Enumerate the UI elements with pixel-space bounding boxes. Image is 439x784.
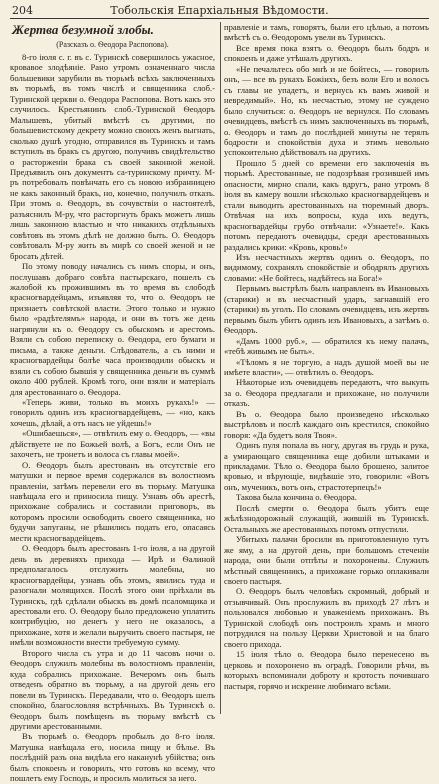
column-divider xyxy=(220,22,221,714)
paragraph: Первымъ выстрѣлъ былъ направленъ въ Ивановыхъ (старики) и въ несчастный ударъ, загнавшій его (старики) въ уголъ. По словамъ очевидцевъ, изъ жертвъ первымъ былъ убитъ одинъ изъ Ивановыхъ, а затѣмъ о. Ѳеодоръ. xyxy=(224,283,429,336)
paragraph: 8-го іюля с. г. въ с. Туринскѣ совершилось ужасное, кровавое злодѣяніе. Рано утромъ означеннаго числа большевики зарубили въ тюрьмѣ всѣхъ заключенныхъ въ тюрьмѣ, въ томъ числѣ и священника слоб.-Туринской церкви о. Ѳеодора Распопова. Вотъ какъ это случилось. Крестьянинъ слоб.-Туринской Ѳеодоръ Малышевъ, убитый вмѣстѣ съ другими, по большевистскому декрету можно своихъ женъ выгнать, сколько душѣ угодно, отправился въ Туринскъ и тамъ вступилъ въ бракъ съ другою, получивъ свидѣтельство о расторженіи брака съ своей законной женой. Предъявилъ онъ документъ са-туринскому причту. М-ръ потребовалъ повѣнчать его съ новою избранницею не какъ законный бракъ, но, конечно, получилъ отказъ. При этомъ о. Ѳеодоръ, въ сочувствіи о настоятелѣ, разъяснилъ М-ру, что расторгнуть бракъ можетъ лишь лишь законною властью и что никакихъ отдѣльныхъ совѣтовъ въ этомъ дѣлѣ не должно быть. О. Ѳеодоръ совѣтовалъ М-ру жить въ мирѣ со своей женой и не бросать дѣтей. xyxy=(10,52,215,261)
paragraph: Одинъ пуля попала въ ногу, другая въ грудь и рука, а умирающаго священника еще добили штыками и прикладами. Тѣло о. Ѳеодора было брошено, залитое кровью, и вѣрующіе, видѣвшіе это, говорили: «Вотъ онъ, мученикъ, вотъ онъ, страстотерпецъ!» xyxy=(224,440,429,492)
paragraph: Въ о. Ѳеодора было произведено нѣсколько выстрѣловъ и послѣ каждаго онъ крестился, спокойно говоря: «Да будетъ воля Твоя». xyxy=(224,408,429,440)
paragraph: Убитыхъ палачи бросили въ приготовленную тутъ же яму, а на другой день, при большомъ стеченіи народа, они были отпѣты и похоронены. Служилъ мѣстный священникъ, а прихожане горько оплакивали своего пастыря. xyxy=(224,534,429,587)
page-number: 204 xyxy=(12,4,33,17)
paragraph: 15 іюля тѣло о. Ѳеодора было перенесено въ церковь и похоронено въ оградѣ. Говорили рѣчи, въ которыхъ вспоминали доброту и кротость почившаго пастыря, горячо и искренне любимаго всѣми. xyxy=(224,649,429,691)
paragraph: Послѣ смерти о. Ѳеодора былъ убитъ еще жѣлѣзнодорожный служащій, жившій въ Туринскѣ. Остальныхъ же арестованныхъ потомъ отпустили. xyxy=(224,502,429,534)
paragraph: О. Ѳеодоръ былъ человѣкъ скромный, добрый и отзывчивый. Онъ прослужилъ въ приходѣ 27 лѣтъ и пользовался любовью и уваженіемъ прихожанъ. Въ Туринской слободѣ онъ построилъ храмъ и много потрудился на пользу Церкви Христовой и на благо своего прихода. xyxy=(224,586,429,649)
article-subtitle: (Разсказъ о. Ѳеодора Распопова). xyxy=(56,40,169,49)
paragraph: Въ тюрьмѣ о. Ѳеодоръ пробылъ до 8-го іюля. Матушка навѣщала его, носила пищу и бѣлье. Въ послѣдній разъ она видѣла его наканунѣ убійства; онъ былъ спокоенъ и говорилъ, что готовъ ко всему, что пошлетъ ему Господь, и просилъ молиться за него. xyxy=(10,731,215,784)
running-header xyxy=(10,4,429,19)
quote: «Дамъ 1000 руб.», — обратился къ нему палачъ, «тебѣ живымъ не быть». xyxy=(224,335,429,357)
paragraph: «Не печальтесь обо мнѣ и не бойтесь, — говорилъ онъ, — все въ рукахъ Божіихъ, безъ воли Его и волосъ съ главы не упадетъ, и вернусь къ вамъ живой и невредимый». Но, къ несчастью, этому не суждено было случиться: о. Ѳеодоръ не вернулся. По словамъ очевидцевъ, вмѣстѣ съ нимъ заключенныхъ въ тюрьмѣ, о. Ѳеодоръ и тамъ до послѣдней минуты не терялъ бодрости и спокойствія духа и этимъ невольно успокоительно дѣйствовалъ на другихъ. xyxy=(224,63,429,158)
paragraph: Второго числа съ утра и до 11 часовъ ночи о. Ѳеодоръ служилъ молебны въ волостномъ правленіи, куда собрались прихожане. Вечеромъ онъ былъ отведенъ обратно въ тюрьму, а на другой день его повели въ Туринскъ. Передавали, что о. Ѳеодоръ шелъ спокойно, благословляя встрѣчныхъ. Въ Туринскѣ о. Ѳеодоръ былъ помѣщенъ въ тюрьму вмѣстѣ съ другими арестованными. xyxy=(10,647,215,731)
paragraph: Прошло 5 дней со времени его заключенія въ тюрьмѣ. Арестованные, не подозрѣвая грозившей имъ опасности, мирно спали, какъ вдругъ, рано утромъ 8 іюля въ камеру вошли нѣсколько красногвардейцевъ и стали выводить арестованныхъ на тюремный дворъ. Отвѣчая на ихъ вопросы, куда ихъ ведутъ, красногвардейцы грубо отвѣчали: «Узнаете!». Какъ потомъ передаютъ очевидцы, среди арестованныхъ раздались крики: «Кровь, кровь!» xyxy=(224,157,429,252)
paragraph: Такова была кончина о. Ѳеодора. xyxy=(236,492,357,503)
left-column xyxy=(10,22,215,784)
paragraph: О. Ѳеодоръ былъ арестованъ въ отсутствіе его матушки и первое время содержался въ волостномъ правленіи, затѣмъ перевели его въ тюрьму. Матушка навѣщала его и приносила пищу. Узнавъ объ арестѣ, прихожане собрались и составили приговоръ, въ которомъ просили освободить своего священника, но будучи запуганы, не рѣшились подать его, опасаясь мести красногвардейцевъ. xyxy=(10,459,215,543)
paragraph: «Теперь живи, только въ моихъ рукахъ!» — говорилъ одинъ изъ красногвардейцевъ, — «но, какъ хочешь, дѣлай, а отъ насъ не уйдешь!» xyxy=(10,396,215,428)
paragraph: правленіе и тамъ, говорятъ, были его цѣлью, а потомъ вмѣстѣ съ о. Ѳеодоромъ увели въ Туринскъ. xyxy=(224,22,429,43)
paragraph: «Ошибаешься», — отвѣтилъ ему о. Ѳеодоръ, — «вы дѣйствуете не по Божьей волѣ, а Богъ, если Онъ не захочетъ, не тронетъ и волоса съ главы моей». xyxy=(10,428,215,460)
right-column xyxy=(224,22,429,714)
paragraph: Изъ несчастныхъ жертвъ одинъ о. Ѳеодоръ, по видимому, сохранялъ спокойствіе и ободрялъ другихъ словами: «Не бойтесь, надѣйтесь на Бога!» xyxy=(224,251,429,283)
paragraph: Все время пока взятъ о. Ѳеодоръ былъ бодръ и спокоенъ и даже утѣшалъ другихъ. xyxy=(224,42,429,64)
paragraph: О. Ѳеодоръ былъ арестованъ 1-го іюля, а на другой день въ деревняхъ прихода — Ирѣ и Ѳалиной предполагалось отслужить молебны, но красногвардейцы, узнавъ объ этомъ, явились туда и разогнали молящихся. Послѣ этого они пріѣхали въ Туринскъ, гдѣ сдѣлали обыскъ въ домѣ псаломщика и арестовали его. О. Ѳеодору было предложено уплатить контрибуцію, но денегъ у него не оказалось, а прихожане, хотя и желали выручить своего пастыря, не имѣли возможности внести требуемую сумму. xyxy=(10,543,215,648)
paragraph: Нѣкоторые изъ очевидцевъ передаютъ, что выкупъ за о. Ѳеодора предлагали и прихожане, но получили отказъ. xyxy=(224,377,429,409)
paragraph: По этому поводу начались съ нимъ споры, и онъ, послушавъ добраго совѣта пастырскаго, пошелъ съ жалобой къ прожившимъ въ то время въ слободѣ красногвардейцамъ, изъявляя то, что о. Ѳеодоръ не признаетъ совѣтской власти. Этого только и нужно было «радѣтелямъ» народа, и они въ тотъ же день нагрянули къ о. Ѳеодору съ обыскомъ и арестомъ. Взяли съ собою переписку о. Ѳеодора, его бумаги и письма, а также деньги. Слѣдователь, а съ ними и красногвардейцы болѣе часа производили обыскъ и взяли съ собою бывшія у священника деньги въ суммѣ около 400 рублей. Кромѣ того, они взяли и матеріалъ для арестованнаго о. Ѳеодора. xyxy=(10,261,215,397)
quote: «Тѣломъ я не торгую, а надъ душой моей вы не имѣете власти», — отвѣтилъ о. Ѳеодоръ. xyxy=(224,356,429,377)
two-column-body xyxy=(10,22,429,784)
journal-title: Тобольскія Епархіальныя Вѣдомости. xyxy=(110,4,329,17)
article-title: Жертва безумной злобы. xyxy=(12,22,154,37)
